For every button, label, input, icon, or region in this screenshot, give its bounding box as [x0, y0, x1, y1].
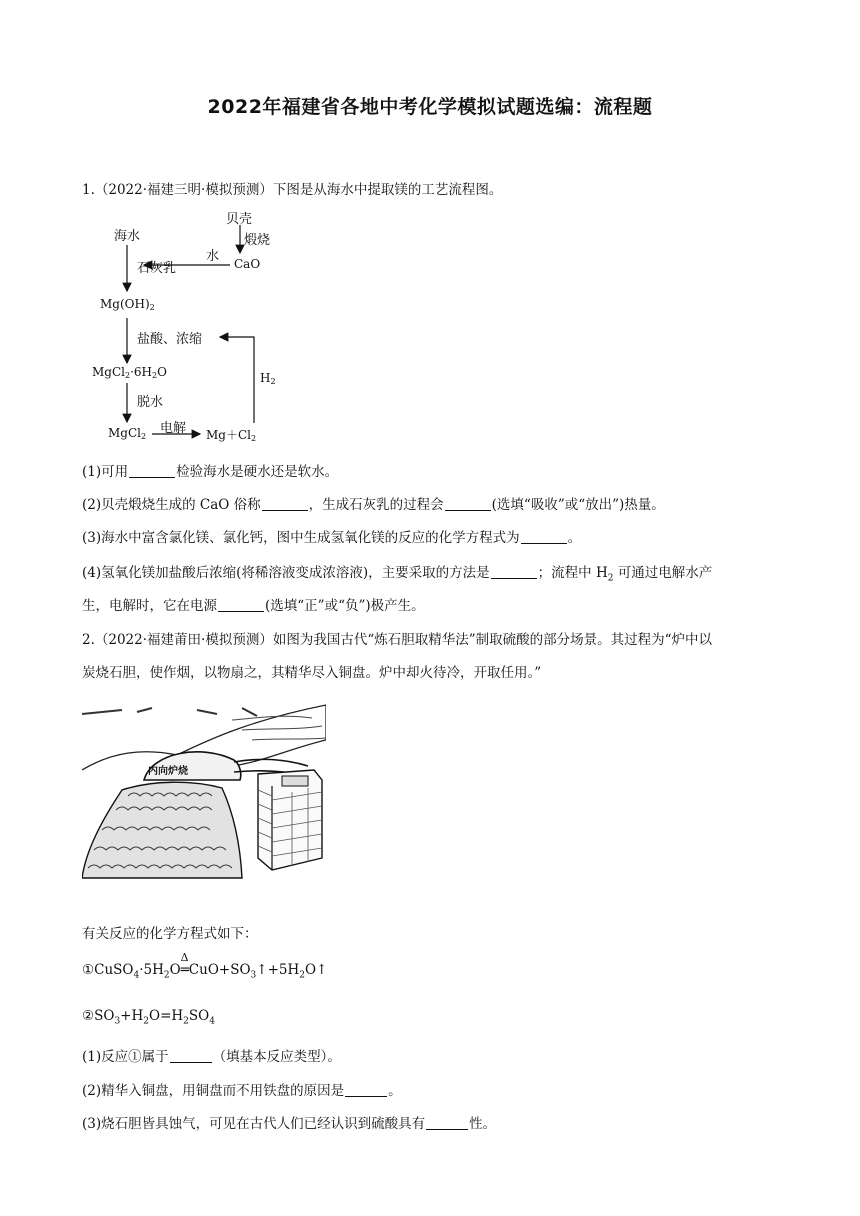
equation-2: $②SO_3+H_2O=H_2SO_4$ [82, 1008, 215, 1027]
q2-part3: (3)烧石胆皆具蚀气，可见在古代人们已经认识到硫酸具有 性。 [82, 1116, 497, 1132]
answer-blank[interactable] [170, 1048, 212, 1063]
answer-blank[interactable] [345, 1082, 387, 1097]
furnace-label: 内向炉烧 [148, 766, 188, 777]
label-calcine: 煅烧 [244, 233, 271, 248]
label-shell: 贝壳 [226, 212, 253, 227]
page-title: 2022年福建省各地中考化学模拟试题选编：流程题 [207, 96, 653, 118]
q2-part1: (1)反应①属于 （填基本反应类型）。 [82, 1049, 341, 1065]
q2-part2: (2)精华入铜盘，用铜盘而不用铁盘的原因是 。 [82, 1083, 402, 1099]
q2-eq-intro: 有关反应的化学方程式如下： [82, 926, 258, 942]
label-mgcl2-6h2o: MgCl2·6H2O [92, 365, 167, 380]
label-hcl: 盐酸、浓缩 [137, 332, 203, 347]
q1-part1: (1)可用 检验海水是硬水还是软水。 [82, 464, 339, 480]
answer-blank[interactable] [445, 496, 491, 511]
q1-part4-line1: (4)氢氧化镁加盐酸后浓缩(将稀溶液变成浓溶液)，主要采取的方法是 ；流程中 $H_2$ 可通过电解水产 [82, 565, 713, 584]
furnace-illustration [82, 700, 326, 900]
answer-blank[interactable] [129, 463, 175, 478]
label-cao: CaO [234, 257, 261, 271]
answer-blank[interactable] [491, 564, 537, 579]
q2-stem-line1: 2.（2022·福建莆田·模拟预测）如图为我国古代“炼石胆取精华法”制取硫酸的部分场景。其过程为“炉中以 [82, 632, 713, 648]
furnace-drawing [82, 700, 326, 900]
answer-blank[interactable] [218, 597, 264, 612]
flow-diagram [82, 205, 302, 450]
q1-part4-line2: 生，电解时，它在电源 (选填“正”或“负”)极产生。 [82, 598, 425, 614]
q1-part2: (2)贝壳煅烧生成的 CaO 俗称 ，生成石灰乳的过程会 (选填“吸收”或“放出”)热量。 [82, 497, 665, 513]
label-limemilk: 石灰乳 [137, 261, 177, 276]
q1-part3: (3)海水中富含氯化镁、氯化钙，图中生成氢氧化镁的反应的化学方程式为 。 [82, 530, 582, 546]
heating-condition: Δ ═ [180, 951, 189, 978]
equation-1: $①CuSO_4\cdot 5H_2O$ Δ $═CuO+SO_3↑+5H_2O↑$ [82, 951, 328, 981]
label-mgcl2: MgCl2 [108, 426, 147, 441]
answer-blank[interactable] [262, 496, 308, 511]
label-electrolysis: 电解 [160, 421, 187, 436]
answer-blank[interactable] [426, 1115, 468, 1130]
q1-stem: 1.（2022·福建三明·模拟预测）下图是从海水中提取镁的工艺流程图。 [82, 182, 503, 198]
answer-blank[interactable] [521, 529, 567, 544]
label-mgoh2: Mg(OH)2 [100, 297, 155, 312]
label-dehydrate: 脱水 [137, 395, 164, 410]
label-h2: H2 [260, 371, 276, 386]
label-seawater: 海水 [114, 229, 141, 244]
label-water: 水 [206, 249, 220, 264]
q2-stem-line2: 炭烧石胆，使作烟，以物扇之，其精华尽入铜盘。炉中却火待冷，开取任用。” [82, 665, 542, 681]
label-product: Mg＋Cl2 [206, 428, 257, 443]
